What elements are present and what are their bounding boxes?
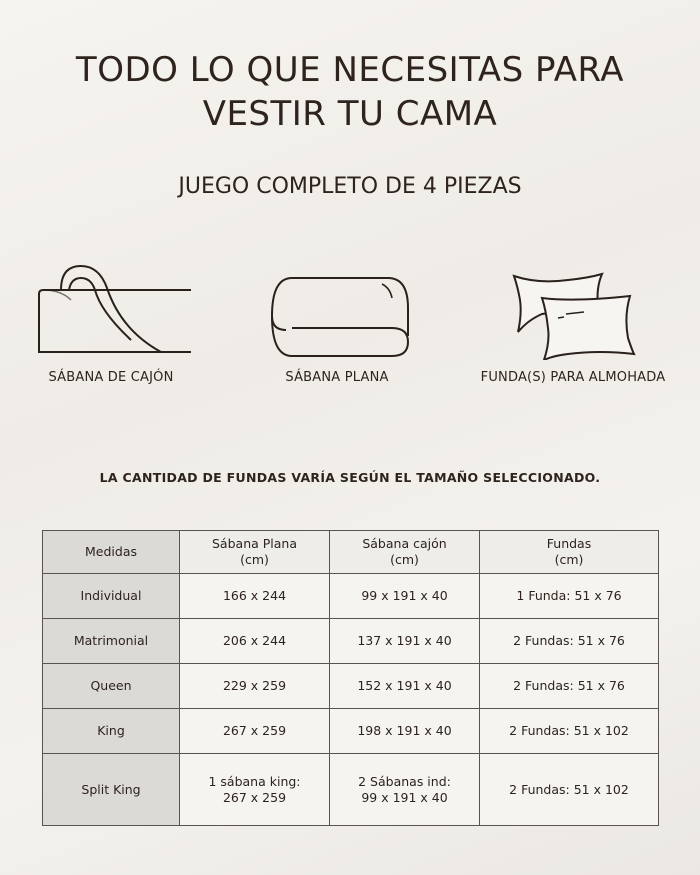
title-line-1: TODO LO QUE NECESITAS PARA: [75, 50, 625, 90]
table-row: [43, 619, 659, 664]
table-cell: 137 x 191 x 40: [330, 619, 480, 664]
table-cell: 99 x 191 x 40: [330, 574, 480, 619]
table-cell: 229 x 259: [180, 664, 330, 709]
item-fitted-sheet: [26, 260, 196, 385]
table-cell-size: Queen: [43, 664, 180, 709]
column-header: Fundas (cm): [480, 531, 659, 574]
title-line-2: VESTIR TU CAMA: [202, 94, 498, 134]
fitted-sheet-icon: [31, 260, 191, 360]
table-cell-size: Matrimonial: [43, 619, 180, 664]
item-label: SÁBANA PLANA: [285, 370, 389, 385]
pillowcase-icon: [508, 270, 638, 360]
size-table: [42, 530, 659, 826]
table-cell: 166 x 244: [180, 574, 330, 619]
table-cell-size: Split King: [43, 754, 180, 826]
item-flat-sheet: [252, 268, 422, 385]
table-cell: 2 Fundas: 51 x 102: [480, 754, 659, 826]
table-cell: 2 Fundas: 51 x 76: [480, 619, 659, 664]
page-title: [0, 48, 700, 136]
item-label: FUNDA(S) PARA ALMOHADA: [480, 370, 666, 385]
table-cell: 1 Funda: 51 x 76: [480, 574, 659, 619]
table-cell: 2 Sábanas ind: 99 x 191 x 40: [330, 754, 480, 826]
item-pillowcase: [468, 270, 678, 385]
table-cell: 1 sábana king: 267 x 259: [180, 754, 330, 826]
column-header: Sábana cajón (cm): [330, 531, 480, 574]
table-row: [43, 574, 659, 619]
item-label: SÁBANA DE CAJÓN: [48, 370, 174, 385]
table-cell: 198 x 191 x 40: [330, 709, 480, 754]
table-cell-size: King: [43, 709, 180, 754]
table-row: [43, 664, 659, 709]
table-cell: 152 x 191 x 40: [330, 664, 480, 709]
table-cell: 2 Fundas: 51 x 102: [480, 709, 659, 754]
table-cell-size: Individual: [43, 574, 180, 619]
flat-sheet-icon: [262, 268, 412, 360]
table-cell: 2 Fundas: 51 x 76: [480, 664, 659, 709]
column-header: Sábana Plana (cm): [180, 531, 330, 574]
table-header-row: [43, 531, 659, 574]
table-row: [43, 754, 659, 826]
sizes-note: LA CANTIDAD DE FUNDAS VARÍA SEGÚN EL TAMAÑO SELECCIONADO.: [99, 470, 601, 485]
page-subtitle: JUEGO COMPLETO DE 4 PIEZAS: [178, 174, 522, 199]
table-cell: 267 x 259: [180, 709, 330, 754]
column-header: Medidas: [43, 531, 180, 574]
table-row: [43, 709, 659, 754]
table-cell: 206 x 244: [180, 619, 330, 664]
